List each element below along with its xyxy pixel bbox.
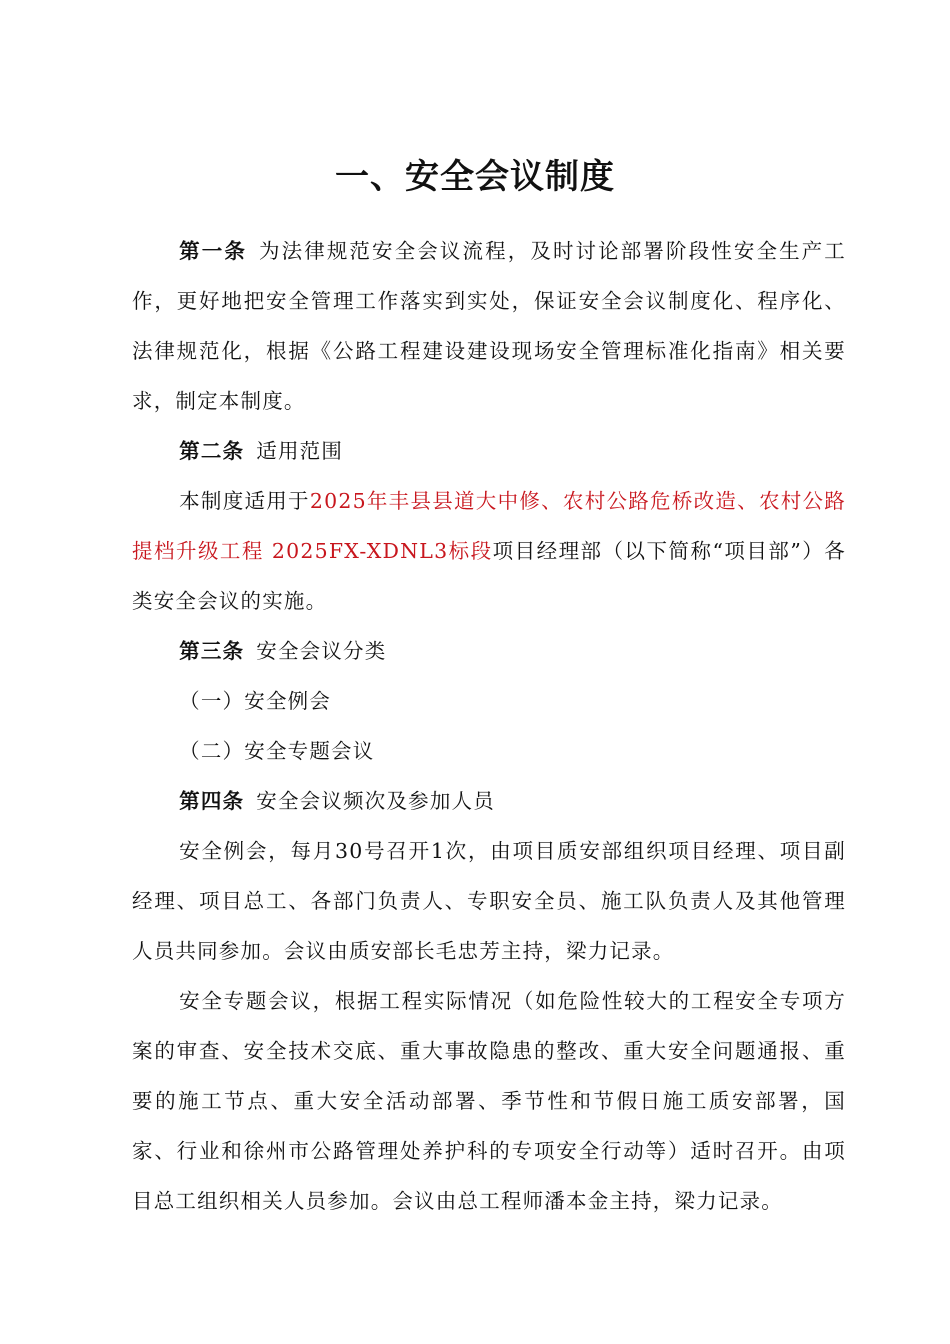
project-name-highlight: 2025年丰县县道大中修、农村公路危桥改造、农村公路提档升级工程 2025FX-XDNL3标段 [132,489,847,563]
article-2-title: 适用范围 [256,439,344,463]
article-4-heading-line [132,776,846,826]
document-title: 一、安全会议制度 [335,157,615,197]
article-2-heading: 第二条 [179,439,245,463]
article-4-paragraph-2: 安全专题会议，根据工程实际情况（如危险性较大的工程安全专项方案的审查、安全技术交底、重大事故隐患的整改、重大安全问题通报、重要的施工节点、重大安全活动部署、季节性和节假日施工质安部署，国家、行业和徐州市公路管理处养护科的专项安全行动等）适时召开。由项目总工组织相关人员参加。会议由总工程师潘本金主持，梁力记录。 [132,989,846,1213]
article-3-item-1: （一）安全例会 [179,689,332,713]
article-3-heading-line [132,626,846,676]
article-1-text: 为法律规范安全会议流程，及时讨论部署阶段性安全生产工作，更好地把安全管理工作落实到实处，保证安全会议制度化、程序化、法律规范化，根据《公路工程建设建设现场安全管理标准化指南》相关要求，制定本制度。 [132,239,846,413]
article-3-title: 安全会议分类 [256,639,387,663]
article-4-heading: 第四条 [179,789,245,813]
article-4-paragraph-1: 安全例会，每月30号召开1次，由项目质安部组织项目经理、项目副经理、项目总工、各部门负责人、专职安全员、施工队负责人及其他管理人员共同参加。会议由质安部长毛忠芳主持，梁力记录。 [132,839,846,963]
article-4-title: 安全会议频次及参加人员 [256,789,495,813]
article-2-prefix: 本制度适用于 [179,489,310,513]
article-2-suffix: 项目经理部（以下简称“项目部”）各类安全会议的实施。 [132,539,846,613]
article-2-paragraph [132,476,846,626]
article-2-heading-line [132,426,846,476]
article-3-item-2: （二）安全专题会议 [179,739,375,763]
article-3-heading: 第三条 [179,639,245,663]
document-body [132,226,846,1226]
article-1-paragraph [132,226,846,426]
article-1-heading: 第一条 [179,239,247,263]
